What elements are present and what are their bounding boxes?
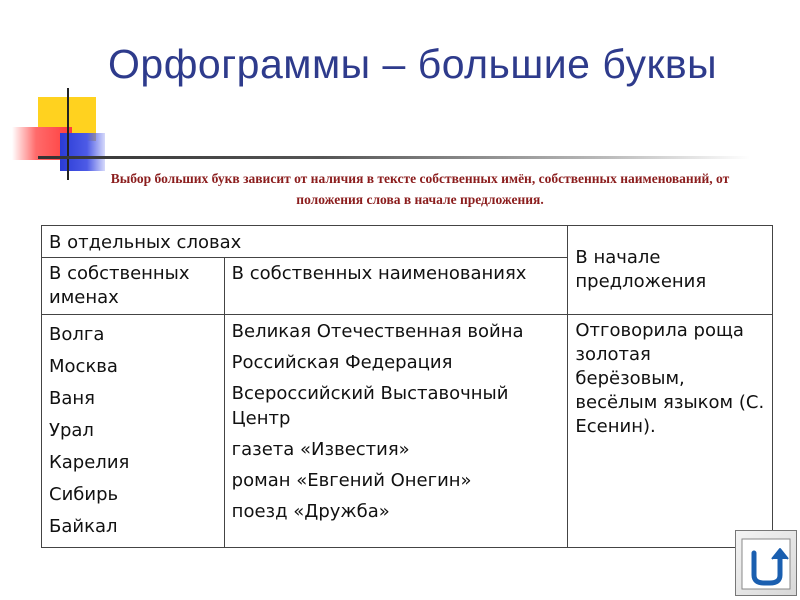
- list-item: Байкал: [49, 516, 118, 537]
- table-header-row: [42, 226, 773, 258]
- return-button[interactable]: [735, 530, 797, 596]
- slide-subtitle: Выбор больших букв зависит от наличия в тексте собственных имён, собственных наименований, от положения слова в начале предложения.: [110, 171, 730, 207]
- table-row: [42, 315, 773, 548]
- list-item: Москва: [49, 356, 118, 377]
- list-item: Ваня: [49, 388, 95, 409]
- col1-header-cell: В собственных именах: [42, 258, 225, 315]
- list-item: газета «Известия»: [231, 439, 410, 460]
- col1-items-cell: [42, 315, 225, 548]
- col2-header-cell: В собственных наименованиях: [224, 258, 568, 315]
- list-item: Урал: [49, 420, 94, 441]
- list-item: Сибирь: [49, 484, 119, 505]
- slide-title: Орфограммы – большие буквы: [108, 41, 718, 87]
- list-item: роман «Евгений Онегин»: [231, 470, 472, 491]
- list-item: Карелия: [49, 452, 130, 473]
- list-item: поезд «Дружба»: [231, 501, 390, 522]
- return-arrow-icon: [736, 531, 798, 597]
- list-item: Всероссийский Выставочный Центр: [231, 383, 509, 429]
- col3-header-cell: В начале предложения: [568, 226, 773, 315]
- group-header-cell: В отдельных словах: [42, 226, 568, 258]
- col3-text-cell: Отговорила роща золотая берёзовым, весёлым языком (С. Есенин).: [568, 315, 773, 548]
- decor-vertical-line: [67, 88, 69, 180]
- list-item: Российская Федерация: [231, 352, 453, 373]
- col2-items-cell: [224, 315, 568, 548]
- list-item: Великая Отечественная война: [231, 321, 524, 342]
- decor-horizontal-line: [38, 156, 750, 159]
- orthogram-table: [41, 225, 773, 548]
- list-item: Волга: [49, 324, 105, 345]
